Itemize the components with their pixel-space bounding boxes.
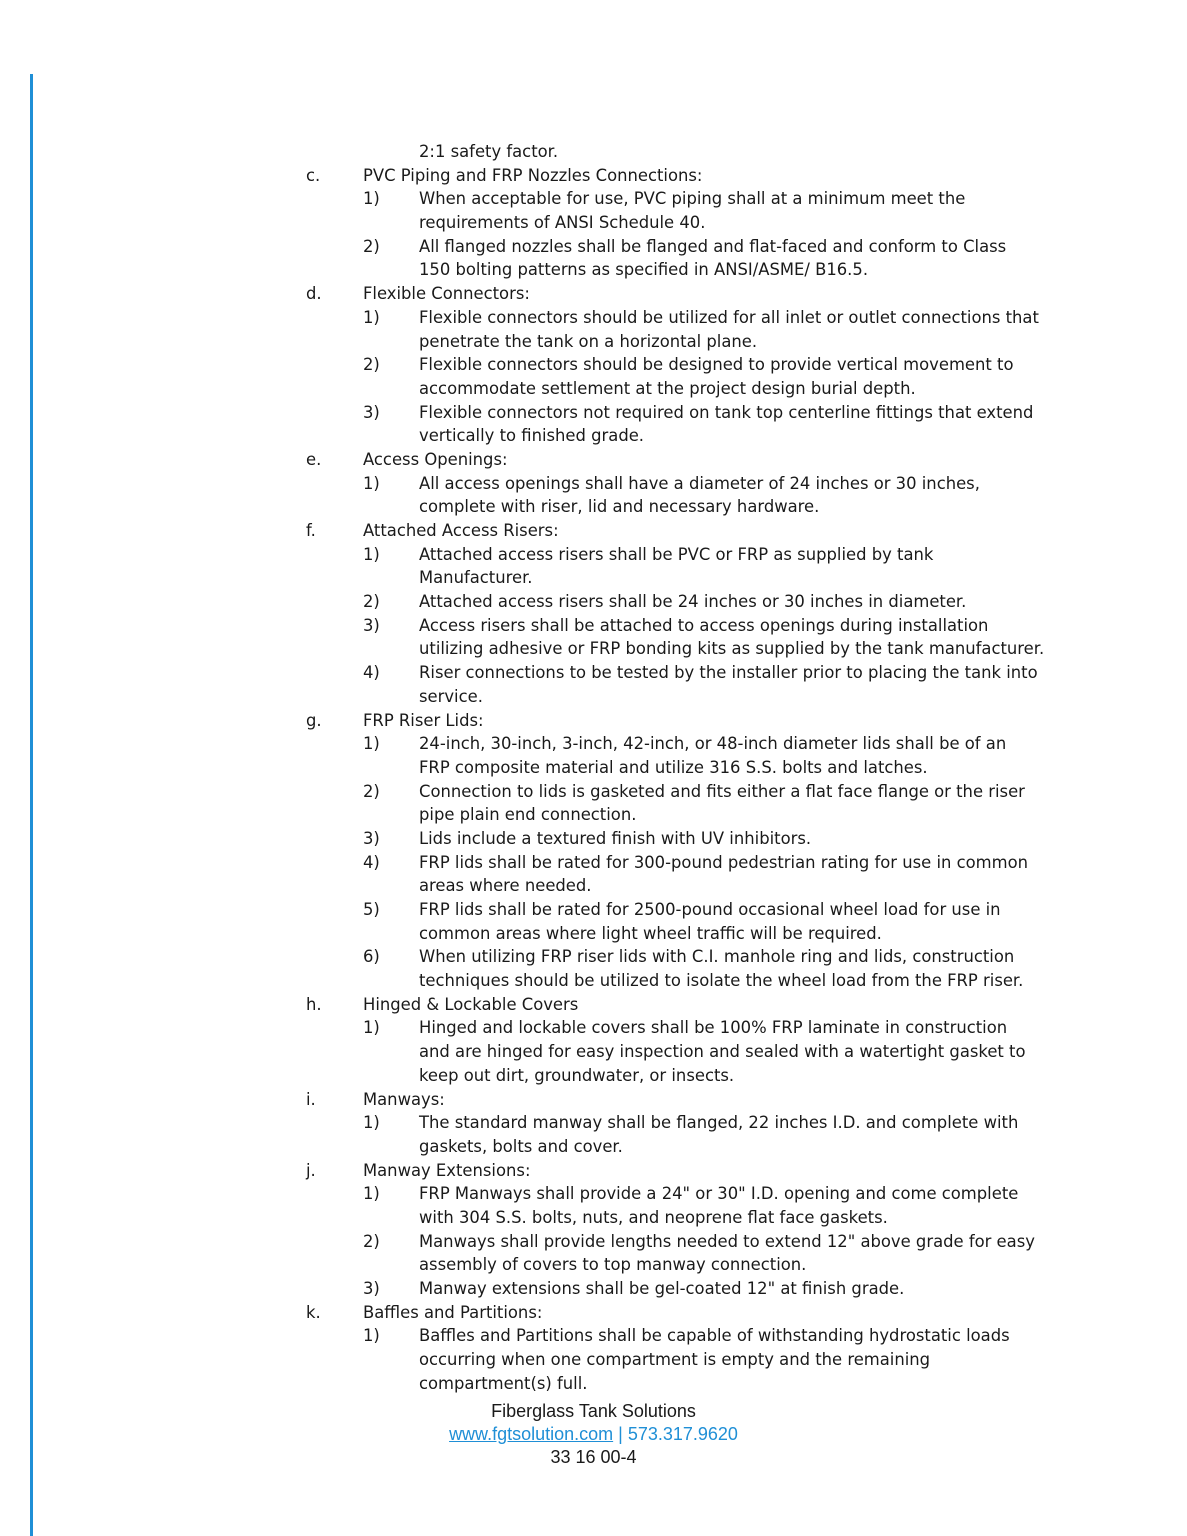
item-text: 2:1 safety factor. — [419, 142, 559, 161]
footer-phone: 573.317.9620 — [627, 1424, 738, 1444]
item-marker: 3) — [363, 402, 380, 422]
continuation-line — [0, 424, 1187, 448]
section-marker: f. — [306, 521, 316, 540]
item-marker: 1) — [363, 1184, 380, 1204]
item-marker: 4) — [363, 852, 380, 872]
item-text: Manufacturer. — [419, 568, 533, 588]
continuation-line — [0, 495, 1187, 519]
item-text: All flanged nozzles shall be flanged and flat-faced and conform to Class — [419, 236, 1007, 256]
item-text: FRP lids shall be rated for 300-pound pedestrian rating for use in common — [419, 852, 1028, 872]
section-title: PVC Piping and FRP Nozzles Connections: — [363, 165, 703, 185]
footer-page-number: 33 16 00-4 — [550, 1447, 637, 1467]
continuation-line — [0, 258, 1187, 282]
list-item — [0, 1324, 1187, 1348]
item-text: FRP Manways shall provide a 24" or 30" I.D. opening and come complete — [419, 1184, 1019, 1204]
section-title: Baffles and Partitions: — [363, 1302, 543, 1322]
section-title: Attached Access Risers: — [363, 521, 559, 540]
section-heading — [0, 519, 1187, 543]
item-text: vertically to finished grade. — [419, 426, 645, 446]
list-item — [0, 187, 1187, 211]
footer-separator: | — [613, 1424, 628, 1444]
item-text: occurring when one compartment is empty and the remaining — [419, 1350, 931, 1370]
section-title: FRP Riser Lids: — [363, 710, 484, 730]
list-item — [0, 827, 1187, 851]
item-text: Hinged and lockable covers shall be 100% FRP laminate in construction — [419, 1018, 1008, 1038]
list-item — [0, 780, 1187, 804]
section-title: Manway Extensions: — [363, 1160, 531, 1180]
item-text: FRP lids shall be rated for 2500-pound occasional wheel load for use in — [419, 900, 1001, 919]
section-marker: e. — [306, 449, 322, 469]
section-title: Flexible Connectors: — [363, 284, 530, 304]
item-text: penetrate the tank on a horizontal plane. — [419, 331, 758, 351]
item-marker: 2) — [363, 1231, 380, 1251]
item-text: with 304 S.S. bolts, nuts, and neoprene flat face gaskets. — [419, 1207, 888, 1227]
item-marker: 2) — [363, 781, 380, 801]
continuation-line — [0, 803, 1187, 827]
list-item — [0, 614, 1187, 638]
list-item — [0, 1230, 1187, 1254]
item-text: areas where needed. — [419, 876, 592, 896]
item-text: When utilizing FRP riser lids with C.I. manhole ring and lids, construction — [419, 947, 1015, 967]
item-text: 24-inch, 30-inch, 3-inch, 42-inch, or 48-inch diameter lids shall be of an — [419, 734, 1007, 754]
section-marker: k. — [306, 1302, 321, 1322]
continuation-line — [0, 874, 1187, 898]
list-item — [0, 851, 1187, 875]
list-item — [0, 945, 1187, 969]
item-marker: 1) — [363, 189, 380, 209]
list-item — [0, 590, 1187, 614]
item-marker: 1) — [363, 473, 380, 493]
item-marker: 2) — [363, 355, 380, 375]
footer-website-link[interactable]: www.fgtsolution.com — [449, 1424, 614, 1444]
item-text: Connection to lids is gasketed and fits either a flat face flange or the riser — [419, 781, 1025, 801]
item-text: common areas where light wheel traffic will be required. — [419, 923, 882, 943]
section-heading — [0, 1159, 1187, 1183]
section-heading — [0, 448, 1187, 472]
item-marker: 2) — [363, 236, 380, 256]
continuation-line — [0, 1348, 1187, 1372]
continuation-line — [0, 566, 1187, 590]
section-marker: d. — [306, 284, 322, 304]
list-item — [0, 472, 1187, 496]
list-item — [0, 353, 1187, 377]
item-text: pipe plain end connection. — [419, 805, 637, 825]
item-text: Access risers shall be attached to access openings during installation — [419, 615, 989, 635]
item-text: Attached access risers shall be PVC or FRP as supplied by tank — [419, 544, 934, 564]
item-marker: 6) — [363, 947, 380, 967]
item-text: and are hinged for easy inspection and sealed with a watertight gasket to — [419, 1042, 1026, 1062]
continuation-line — [0, 1253, 1187, 1277]
item-marker: 4) — [363, 663, 380, 683]
continuation-line — [0, 1372, 1187, 1396]
continuation-line — [0, 1064, 1187, 1088]
item-text: service. — [419, 686, 483, 706]
section-heading — [0, 1301, 1187, 1325]
item-marker: 3) — [363, 828, 380, 848]
item-text: Flexible connectors should be designed to provide vertical movement to — [419, 355, 1014, 375]
continuation-line — [0, 1040, 1187, 1064]
item-text: utilizing adhesive or FRP bonding kits as supplied by the tank manufacturer. — [419, 639, 1045, 659]
list-item — [0, 1111, 1187, 1135]
item-text: Lids include a textured finish with UV inhibitors. — [419, 828, 812, 848]
continuation-line — [0, 969, 1187, 993]
item-text: The standard manway shall be flanged, 22 inches I.D. and complete with — [419, 1113, 1019, 1133]
list-item — [0, 1182, 1187, 1206]
item-marker: 1) — [363, 1113, 380, 1133]
item-marker: 2) — [363, 592, 380, 612]
list-item — [0, 543, 1187, 567]
item-text: FRP composite material and utilize 316 S.S. bolts and latches. — [419, 757, 928, 777]
continuation-line — [0, 211, 1187, 235]
section-heading — [0, 1088, 1187, 1112]
continuation-line — [0, 377, 1187, 401]
list-item — [0, 401, 1187, 425]
item-marker: 1) — [363, 307, 380, 327]
item-text: Attached access risers shall be 24 inches or 30 inches in diameter. — [419, 592, 967, 612]
item-text: Riser connections to be tested by the installer prior to placing the tank into — [419, 663, 1038, 683]
item-text: Baffles and Partitions shall be capable of withstanding hydrostatic loads — [419, 1326, 1010, 1346]
list-item — [0, 235, 1187, 259]
footer-contact — [0, 1423, 1187, 1445]
item-marker: 3) — [363, 615, 380, 635]
item-marker: 1) — [363, 1326, 380, 1346]
item-text: Manway extensions shall be gel-coated 12" at finish grade. — [419, 1279, 905, 1298]
continuation-line — [0, 922, 1187, 946]
item-text: compartment(s) full. — [419, 1373, 588, 1393]
section-heading — [0, 709, 1187, 733]
continuation-line — [0, 756, 1187, 780]
section-heading — [0, 282, 1187, 306]
footer-company: Fiberglass Tank Solutions — [491, 1401, 696, 1421]
continuation-line — [0, 140, 1187, 164]
list-item — [0, 661, 1187, 685]
item-text: When acceptable for use, PVC piping shall at a minimum meet the — [419, 189, 966, 209]
section-marker: j. — [306, 1160, 316, 1180]
item-text: gaskets, bolts and cover. — [419, 1136, 623, 1156]
section-marker: c. — [306, 165, 321, 185]
list-item — [0, 306, 1187, 330]
item-marker: 3) — [363, 1279, 380, 1298]
item-marker: 1) — [363, 1018, 380, 1038]
continuation-line — [0, 330, 1187, 354]
item-text: Manways shall provide lengths needed to extend 12" above grade for easy — [419, 1231, 1035, 1251]
section-title: Hinged & Lockable Covers — [363, 994, 579, 1014]
item-marker: 1) — [363, 544, 380, 564]
section-title: Access Openings: — [363, 449, 508, 469]
item-text: complete with riser, lid and necessary hardware. — [419, 497, 820, 517]
item-marker: 5) — [363, 900, 380, 919]
item-text: 150 bolting patterns as specified in ANSI/ASME/ B16.5. — [419, 260, 869, 280]
section-heading — [0, 993, 1187, 1017]
continuation-line — [0, 685, 1187, 709]
continuation-line — [0, 1206, 1187, 1230]
list-item — [0, 1277, 1187, 1301]
continuation-line — [0, 1135, 1187, 1159]
item-text: All access openings shall have a diameter of 24 inches or 30 inches, — [419, 473, 980, 493]
continuation-line — [0, 637, 1187, 661]
specification-body — [0, 140, 1187, 1395]
item-text: Flexible connectors should be utilized for all inlet or outlet connections that — [419, 307, 1039, 327]
item-text: Flexible connectors not required on tank top centerline fittings that extend — [419, 402, 1034, 422]
list-item — [0, 898, 1187, 922]
list-item — [0, 1016, 1187, 1040]
item-text: techniques should be utilized to isolate the wheel load from the FRP riser. — [419, 971, 1024, 991]
section-marker: i. — [306, 1089, 316, 1109]
section-heading — [0, 164, 1187, 188]
item-text: assembly of covers to top manway connection. — [419, 1255, 807, 1275]
section-title: Manways: — [363, 1089, 445, 1109]
section-marker: g. — [306, 710, 322, 730]
section-marker: h. — [306, 994, 322, 1014]
item-text: requirements of ANSI Schedule 40. — [419, 213, 706, 233]
item-marker: 1) — [363, 734, 380, 754]
item-text: accommodate settlement at the project design burial depth. — [419, 378, 916, 398]
list-item — [0, 732, 1187, 756]
item-text: keep out dirt, groundwater, or insects. — [419, 1065, 735, 1085]
